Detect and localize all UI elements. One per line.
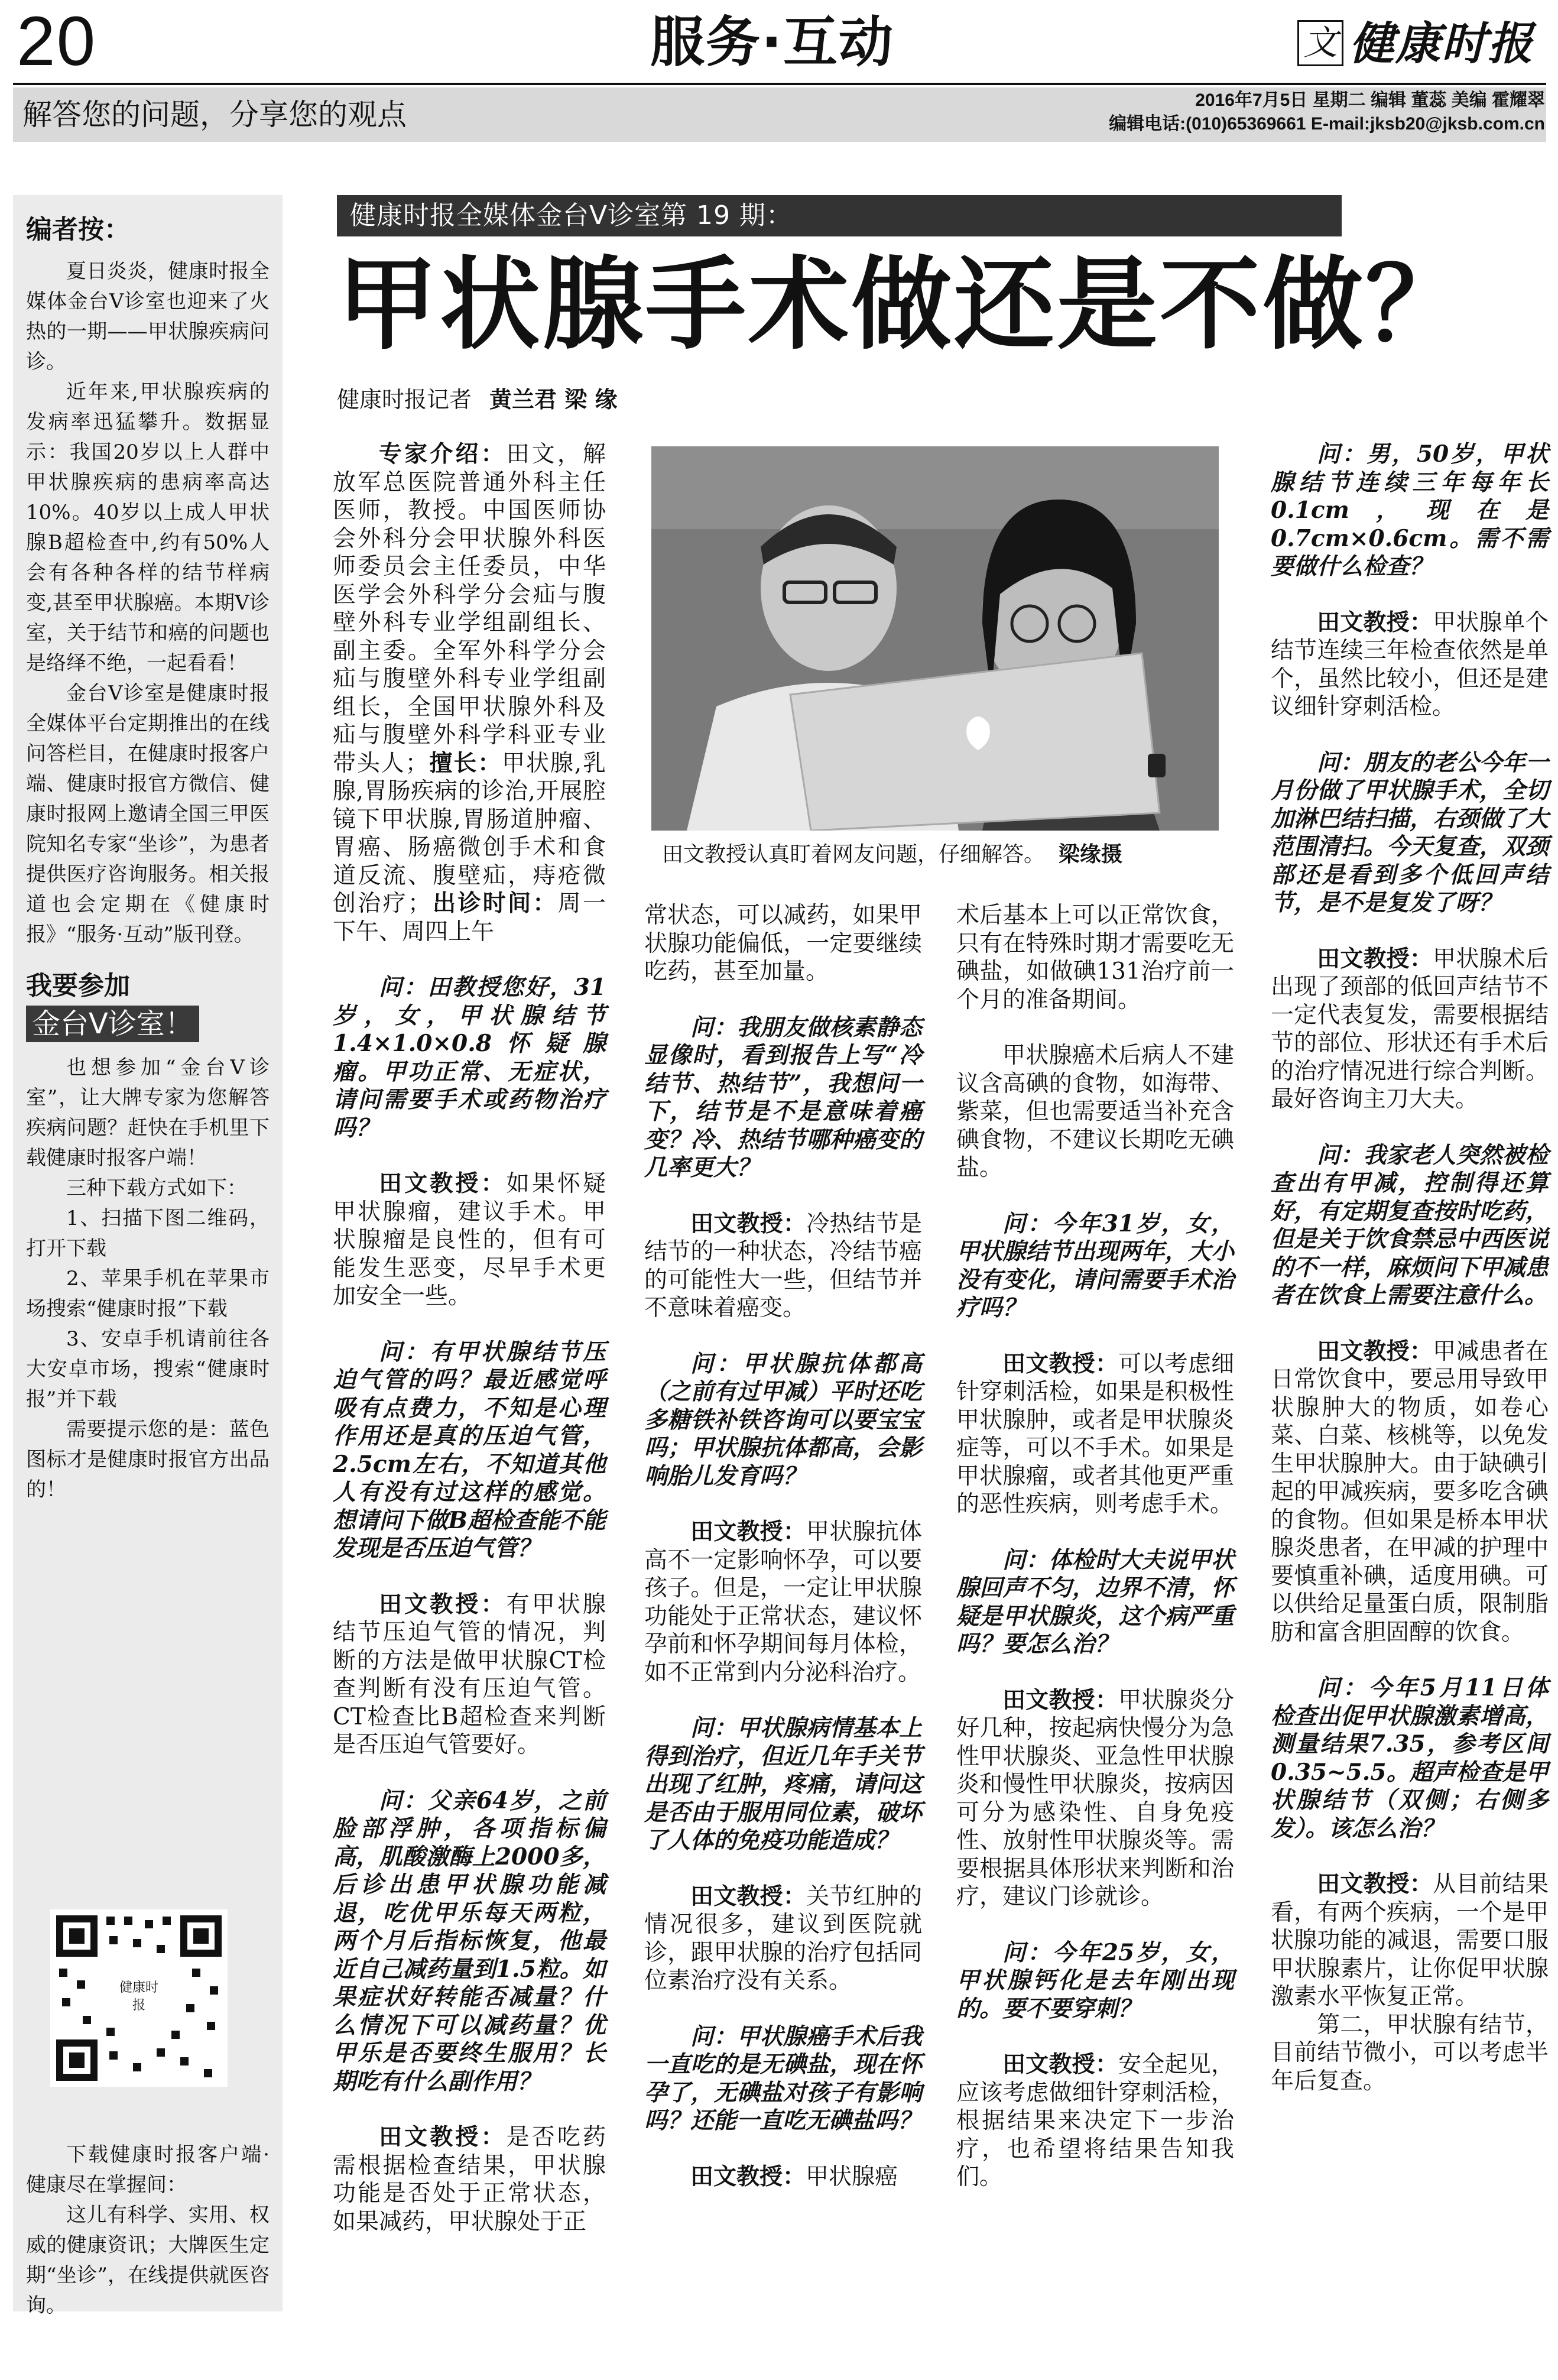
slogan: 解答您的问题，分享您的观点 xyxy=(22,98,407,132)
answer-13: 甲减患者在日常饮食中，要忌用导致甲状腺肿大的物质，如卷心菜、白菜、核桃等，以免发生甲状腺肿大。由于缺碘引起的甲减疾病，要多吃含碘的食物。但如果是桥本甲状腺炎患者，在甲减的护理中要慎重补碘，适度用碘。可以供给足量蛋白质，限制脂肪和富含胆固醇的饮食。 xyxy=(1271,1338,1549,1646)
answer-11-label: 田文教授： xyxy=(1317,608,1433,636)
answer-7-cont: 术后基本上可以正常饮食，只有在特殊时期才需要吃无碘盐，如做碘131治疗前一个月的准备期间。 xyxy=(956,902,1234,1013)
question-10: 问：今年25岁，女，甲状腺钙化是去年刚出现的。要不要穿刺？ xyxy=(956,1938,1234,2022)
logo-text: 健康时报 xyxy=(1349,17,1534,70)
answer-3-label: 田文教授： xyxy=(379,2123,507,2151)
join-box: 金台Ⅴ诊室！ xyxy=(26,1006,199,1042)
qr-code-icon[interactable] xyxy=(50,1909,228,2087)
editor-note-title: 编者按： xyxy=(26,215,130,245)
skill-label: 擅长： xyxy=(428,749,502,777)
answer-1: 如果怀疑甲状腺瘤，建议手术。甲状腺瘤是良性的，但有可能发生恶变，尽早手术更加安全一些。 xyxy=(333,1170,606,1309)
answer-13-label: 田文教授： xyxy=(1317,1337,1433,1365)
contact-line: 编辑电话:(010)65369661 E-mail:jksb20@jksb.com.cn xyxy=(1109,114,1545,134)
question-11: 问：男，50岁，甲状腺结节连续三年每年长0.1cm，现在是0.7cm×0.6cm。需不需要做什么检查？ xyxy=(1271,440,1549,580)
answer-10-label: 田文教授： xyxy=(1002,2051,1119,2078)
question-9: 问：体检时大夫说甲状腺回声不匀，边界不清，怀疑是甲状腺炎，这个病严重吗？要怎么治？ xyxy=(956,1546,1234,1658)
join-text-2: 三种下载方式如下： xyxy=(66,1176,247,1200)
join-text-3: 1、扫描下图二维码，打开下载 xyxy=(26,1207,270,1260)
issue-meta xyxy=(1109,89,1545,136)
date-line: 2016年7月5日 星期二 编辑 董蕊 美编 霍耀翠 xyxy=(1195,90,1545,110)
column-4 xyxy=(1271,440,1549,2095)
answer-8-label: 田文教授： xyxy=(1002,1350,1119,1377)
answer-12: 甲状腺术后出现了颈部的低回声结节不一定代表复发，需要根据结节的部位、形状还有手术后的治疗情况进行综合判断。最好咨询主刀大夫。 xyxy=(1271,945,1549,1113)
byline xyxy=(337,384,617,415)
question-13: 问：我家老人突然被检查出有甲减，控制得还算好，有定期复查按时吃药，但是关于饮食禁忌中西医说的不一样，麻烦问下甲减患者在饮食上需要注意什么。 xyxy=(1271,1141,1549,1309)
top-rule xyxy=(13,83,1546,85)
kicker-text: 健康时报全媒体金台Ⅴ诊室第 19 期： xyxy=(350,200,793,231)
answer-3: 是否吃药需根据检查结果，甲状腺功能是否处于正常状态，如果减药，甲状腺处于正 xyxy=(333,2124,606,2235)
answer-6: 关节红肿的情况很多，建议到医院就诊，跟甲状腺的治疗包括同位素治疗没有关系。 xyxy=(644,1883,922,1994)
answer-5: 甲状腺抗体高不一定影响怀孕，可以要孩子。但是，一定让甲状腺功能处于正常状态，建议怀孕前和怀孕期间每月体检，如不正常到内分泌科治疗。 xyxy=(644,1519,922,1686)
editor-note-p3: 金台Ⅴ诊室是健康时报全媒体平台定期推出的在线问答栏目，在健康时报客户端、健康时报官方微信、健康时报网上邀请全国三甲医院知名专家“坐诊”，为患者提供医疗咨询服务。相关报道也会定期在《健康时报》“服务·互动”版刊登。 xyxy=(26,682,270,946)
question-1: 问：田教授您好，31岁，女，甲状腺结节1.4×1.0×0.8怀疑腺瘤。甲功正常、无症状，请问需要手术或药物治疗吗？ xyxy=(333,974,606,1142)
question-5: 问：甲状腺抗体都高（之前有过甲减）平时还吃多糖铁补铁咨询可以要宝宝吗；甲状腺抗体都高，会影响胎儿发育吗？ xyxy=(644,1350,922,1490)
photo-caption xyxy=(662,839,1122,870)
column-1 xyxy=(333,440,606,2236)
answer-8: 可以考虑细针穿刺活检，如果是积极性甲状腺肿，或者是甲状腺炎症等，可以不手术。如果是甲状腺瘤，或者其他更严重的恶性疾病，则考虑手术。 xyxy=(956,1350,1234,1518)
logo-mark-icon: 文 xyxy=(1297,20,1343,66)
article-photo xyxy=(651,446,1219,831)
question-8: 问：今年31岁，女，甲状腺结节出现两年，大小没有变化，请问需要手术治疗吗？ xyxy=(956,1210,1234,1321)
answer-12-label: 田文教授： xyxy=(1317,945,1433,972)
answer-9-label: 田文教授： xyxy=(1002,1686,1119,1714)
caption-credit: 梁缘摄 xyxy=(1058,842,1122,867)
answer-2-label: 田文教授： xyxy=(379,1590,507,1618)
byline-names: 黄兰君 梁 缘 xyxy=(489,387,618,413)
answer-14-cont: 第二，甲状腺有结节，目前结节微小，可以考虑半年后复查。 xyxy=(1271,2011,1549,2094)
answer-4: 冷热结节是结节的一种状态，冷结节癌的可能性大一些，但结节并不意味着癌变。 xyxy=(644,1210,922,1321)
question-14: 问：今年5月11日体检查出促甲状腺激素增高，测量结果7.35，参考区间0.35~5.5。超声检查是甲状腺结节（双侧；右侧多发）。该怎么治？ xyxy=(1271,1674,1549,1842)
bottom-text-1: 下载健康时报客户端·健康尽在掌握间： xyxy=(26,2143,270,2197)
answer-4-label: 田文教授： xyxy=(690,1210,807,1237)
answer-1-label: 田文教授： xyxy=(379,1170,507,1197)
editor-note-p2: 近年来,甲状腺疾病的发病率迅猛攀升。数据显示：我国20岁以上人群中甲状腺疾病的患病率高达10%。40岁以上成人甲状腺B超检查中,约有50%人会有各种各样的结节样病变,甚至甲状腺癌。本期Ⅴ诊室，关于结节和癌的问题也是络绎不绝，一起看看！ xyxy=(26,380,270,675)
intro-label: 专家介绍： xyxy=(379,440,507,468)
join-title: 我要参加 xyxy=(26,971,130,1001)
join-text-1: 也想参加“金台Ⅴ诊室”，让大牌专家为您解答疾病问题？赶快在手机里下载健康时报客户端！ xyxy=(26,1056,270,1170)
join-text-6: 需要提示您的是：蓝色图标才是健康时报官方出品的！ xyxy=(26,1418,270,1502)
question-6: 问：甲状腺病情基本上得到治疗，但近几年手关节出现了红肿，疼痛，请问这是否由于服用同位素，破坏了人体的免疫功能造成？ xyxy=(644,1714,922,1854)
hours-label: 出诊时间： xyxy=(430,890,558,917)
headline: 甲状腺手术做还是不做？ xyxy=(337,245,1469,364)
kicker-bar xyxy=(337,195,1342,236)
caption-text: 田文教授认真盯着网友问题，仔细解答。 xyxy=(662,842,1046,867)
join-text-4: 2、苹果手机在苹果市场搜索“健康时报”下载 xyxy=(26,1267,270,1321)
column-3 xyxy=(956,902,1234,2191)
answer-2: 有甲状腺结节压迫气管的情况，判断的方法是做甲状腺CT检查判断有没有压迫气管。CT检查比B超检查来判断是否压迫气管要好。 xyxy=(333,1591,606,1758)
answer-14-label: 田文教授： xyxy=(1317,1870,1433,1898)
byline-prefix: 健康时报记者 xyxy=(337,387,472,413)
answer-10: 安全起见，应该考虑做细针穿刺活检，根据结果来决定下一步治疗，也希望将结果告知我们。 xyxy=(956,2051,1234,2190)
intro-text: 田文，解放军总医院普通外科主任医师，教授。中国医师协会外科分会甲状腺外科医师委员会主任委员，中华医学会外科学分会疝与腹壁外科专业学组副组长、副主委。全军外科学分会疝与腹壁外科专业学组副组长，全国甲状腺外科及疝与腹壁外科学科亚专业带头人； xyxy=(333,441,606,777)
question-7: 问：甲状腺癌手术后我一直吃的是无碘盐，现在怀孕了，无碘盐对孩子有影响吗？还能一直吃无碘盐吗？ xyxy=(644,2022,922,2134)
qr-label: 健康时报 xyxy=(119,1980,158,2013)
answer-14: 从目前结果看，有两个疾病，一个是甲状腺功能的减退，需要口服甲状腺素片，让你促甲状腺激素水平恢复正常。 xyxy=(1271,1871,1549,2010)
section-title: 服务·互动 xyxy=(650,11,894,74)
question-4: 问：我朋友做核素静态显像时，看到报告上写“冷结节、热结节”，我想问一下，结节是不是意味着癌变？冷、热结节哪种癌变的几率更大？ xyxy=(644,1013,922,1181)
page-number: 20 xyxy=(17,2,97,80)
answer-7: 甲状腺癌 xyxy=(806,2163,898,2190)
answer-9: 甲状腺炎分好几种，按起病快慢分为急性甲状腺炎、亚急性甲状腺炎和慢性甲状腺炎，按病因可分为感染性、自身免疫性、放射性甲状腺炎等。需要根据具体形状来判断和治疗，建议门诊就诊。 xyxy=(956,1687,1234,1910)
question-12: 问：朋友的老公今年一月份做了甲状腺手术，全切加淋巴结扫描，右颈做了大范围清扫。今天复查，双颈部还是看到多个低回声结节，是不是复发了呀？ xyxy=(1271,748,1549,916)
question-2: 问：有甲状腺结节压迫气管的吗？最近感觉呼吸有点费力，不知是心理作用还是真的压迫气管，2.5cm左右，不知道其他人有没有过这样的感觉。想请问下做B超检查能不能发现是否压迫气管？ xyxy=(333,1338,606,1562)
newspaper-logo xyxy=(1297,18,1546,71)
answer-5-label: 田文教授： xyxy=(690,1518,807,1545)
answer-3-cont: 常状态，可以减药，如果甲状腺功能偏低，一定要继续吃药，甚至加量。 xyxy=(644,902,922,985)
skill-text: 甲状腺,乳腺,胃肠疾病的诊治,开展腔镜下甲状腺,胃肠道肿瘤、胃癌、肠癌微创手术和食道反流、腹壁疝，痔疮微创治疗； xyxy=(333,750,606,917)
answer-7-label: 田文教授： xyxy=(690,2162,806,2190)
column-2 xyxy=(644,902,922,2191)
answer-7-cont2: 甲状腺癌术后病人不建议含高碘的食物，如海带、紫菜，但也需要适当补充含碘食物，不建议长期吃无碘盐。 xyxy=(956,1042,1234,1181)
hours-text: 周一下午、周四上午 xyxy=(333,890,606,945)
bottom-text-2: 这儿有科学、实用、权威的健康资讯；大牌医生定期“坐诊”，在线提供就医咨询。 xyxy=(26,2203,270,2317)
answer-11: 甲状腺单个结节连续三年检查依然是单个，虽然比较小，但还是建议细针穿刺活检。 xyxy=(1271,609,1549,720)
answer-6-label: 田文教授： xyxy=(690,1882,807,1910)
question-3: 问：父亲64岁，之前脸部浮肿，各项指标偏高，肌酸激酶上2000多，后诊出患甲状腺功能减退，吃优甲乐每天两粒，两个月后指标恢复，他最近自己减药量到1.5粒。如果症状好转能否减量？什么情况下可以减药量？优甲乐是否要终生服用？长期吃有什么副作用？ xyxy=(333,1786,606,2095)
join-text-5: 3、安卓手机请前往各大安卓市场，搜索“健康时报”并下载 xyxy=(26,1327,270,1411)
editor-note-p1: 夏日炎炎，健康时报全媒体金台Ⅴ诊室也迎来了火热的一期——甲状腺疾病问诊。 xyxy=(26,260,270,374)
